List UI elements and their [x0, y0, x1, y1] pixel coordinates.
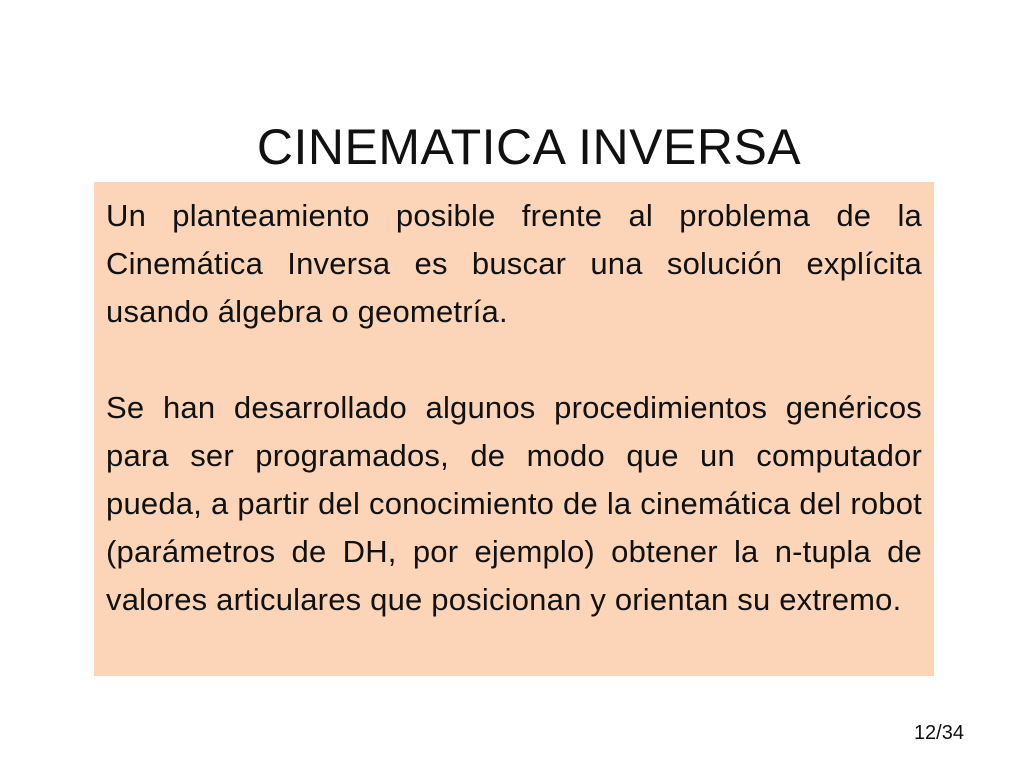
paragraph-intro: Un planteamiento posible frente al problema de la Cinemática Inversa es buscar una solución explícita usando álgebra o geometría. — [106, 198, 922, 329]
page-number: 12/34 — [913, 722, 964, 744]
paragraph-procedures: Se han desarrollado algunos procedimientos genéricos para ser programados, de modo que un computador pueda, a partir del conocimiento de la cinemática del robot (parámetros de DH, por ejemplo) obtener la n-tupla de valores articulares que posicionan y orientan su extremo. — [106, 390, 922, 617]
content-box — [94, 182, 934, 676]
slide-title: CINEMATICA INVERSA — [256, 118, 802, 175]
